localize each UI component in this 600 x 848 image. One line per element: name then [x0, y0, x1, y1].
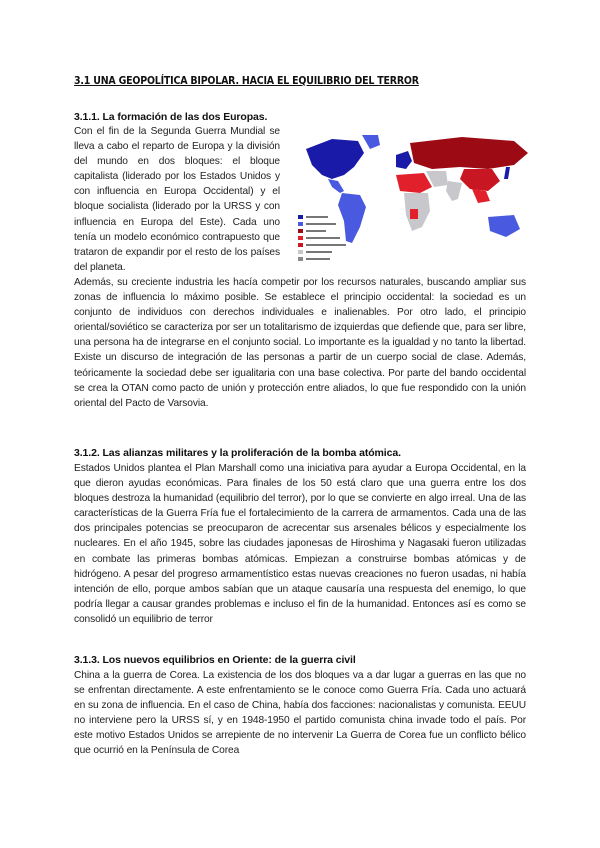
map-legend-swatch-3: [298, 229, 303, 233]
section-2-body: Estados Unidos plantea el Plan Marshall como una iniciativa para ayudar a Europa Occidental, en la que dieron ayudas económicas. Para finales de los 50 está claro que una guerra entre los dos bloques destroza la humanidad (equilibrio del terror), por lo que se convierte en algo irreal. Una de las características de la Guerra Fría fue el fortalecimiento de la carrera de armamentos. Cada una de las dos principales potencias se preocuparon de acrecentar sus arsenales bélicos y especialmente los nucleares. En el año 1945, sobre las ciudades japonesas de Hiroshima y Nagasaki fueron utilizadas en combate las primeras bombas atómicas. Empiezan a construirse bombas atómicas y de hidrógeno. A pesar del progreso armamentístico estas nuevas creaciones no fueron usadas, ni había intención de ello, porque ambos sabían que un ataque causaría una respuesta del enemigo, lo que podría llegar a causar grandes problemas e incluso el fin de la humanidad. Entonces así es como se consolidó un equilibrio de terror: [74, 463, 526, 625]
map-legend-swatch-2: [298, 222, 303, 226]
section-heading-1: 3.1.1. La formación de las dos Europas.: [74, 111, 268, 123]
section-1-intro: Con el fin de la Segunda Guerra Mundial se lleva a cabo el reparto de Europa y la división del mundo en dos bloques: el bloque capitalista (liderado por los Estados Unidos y con influencia en Europa Occidental) y el bloque socialista (liderado por la URSS y con influencia en Europa del Este). Cada uno tenía un modelo económico contrapuesto que trataron de expandir por el resto de los países del planeta.: [74, 126, 280, 273]
map-legend-swatch-6: [298, 250, 303, 254]
section-heading-3: 3.1.3. Los nuevos equilibrios en Oriente: de la guerra civil: [74, 654, 356, 666]
map-legend-swatch-7: [298, 257, 303, 261]
section-1-body: Además, su creciente industria les hacía competir por los recursos naturales, buscando ampliar sus zonas de influencia lo máximo posible. Se establece el principio occidental: la sociedad es un conjunto de individuos con derechos individuales e inalienables. Por otro lado, el principio oriental/soviético se caracteriza por ser un totalitarismo de izquierdas que defiende que, para ser libre, una persona ha de integrarse en el conjunto social. Lo importante es la igualdad y no tanto la libertad. Existe un discurso de integración de las personas a partir de un cuerpo social de clase. Además, teóricamente la sociedad debe ser igualitaria con una base colectiva. Por parte del bando occidental se crea la OTAN como pacto de unión y protección entre aliados, lo que fue respondido con la unión oriental del Pacto de Varsovia.: [74, 277, 526, 409]
map-legend-swatch-1: [298, 215, 303, 219]
map-ussr: [410, 137, 528, 169]
map-legend-swatch-5: [298, 243, 303, 247]
map-angola: [410, 209, 418, 219]
page-title: 3.1 UNA GEOPOLÍTICA BIPOLAR. HACIA EL EQUILIBRIO DEL TERROR: [74, 75, 419, 87]
section-3-body: China a la guerra de Corea. La existencia de los dos bloques va a dar lugar a guerras en las que no se enfrentan directamente. A este enfrentamiento se le conoce como Guerra Fría. Cada uno actuará en su zona de influencia. En el caso de China, había dos facciones: nacionalistas y comunista. EEUU no interviene pero la URSS sí, y en 1948-1950 el partido comunista china invade todo el país. Por este motivo Estados Unidos se arrepiente de no intervenir La Guerra de Corea fue un conflicto bélico que ocurrió en la Península de Corea: [74, 670, 526, 757]
section-heading-2: 3.1.2. Las alianzas militares y la proliferación de la bomba atómica.: [74, 447, 401, 459]
cold-war-world-map: [292, 131, 536, 269]
map-legend-swatch-4: [298, 236, 303, 240]
